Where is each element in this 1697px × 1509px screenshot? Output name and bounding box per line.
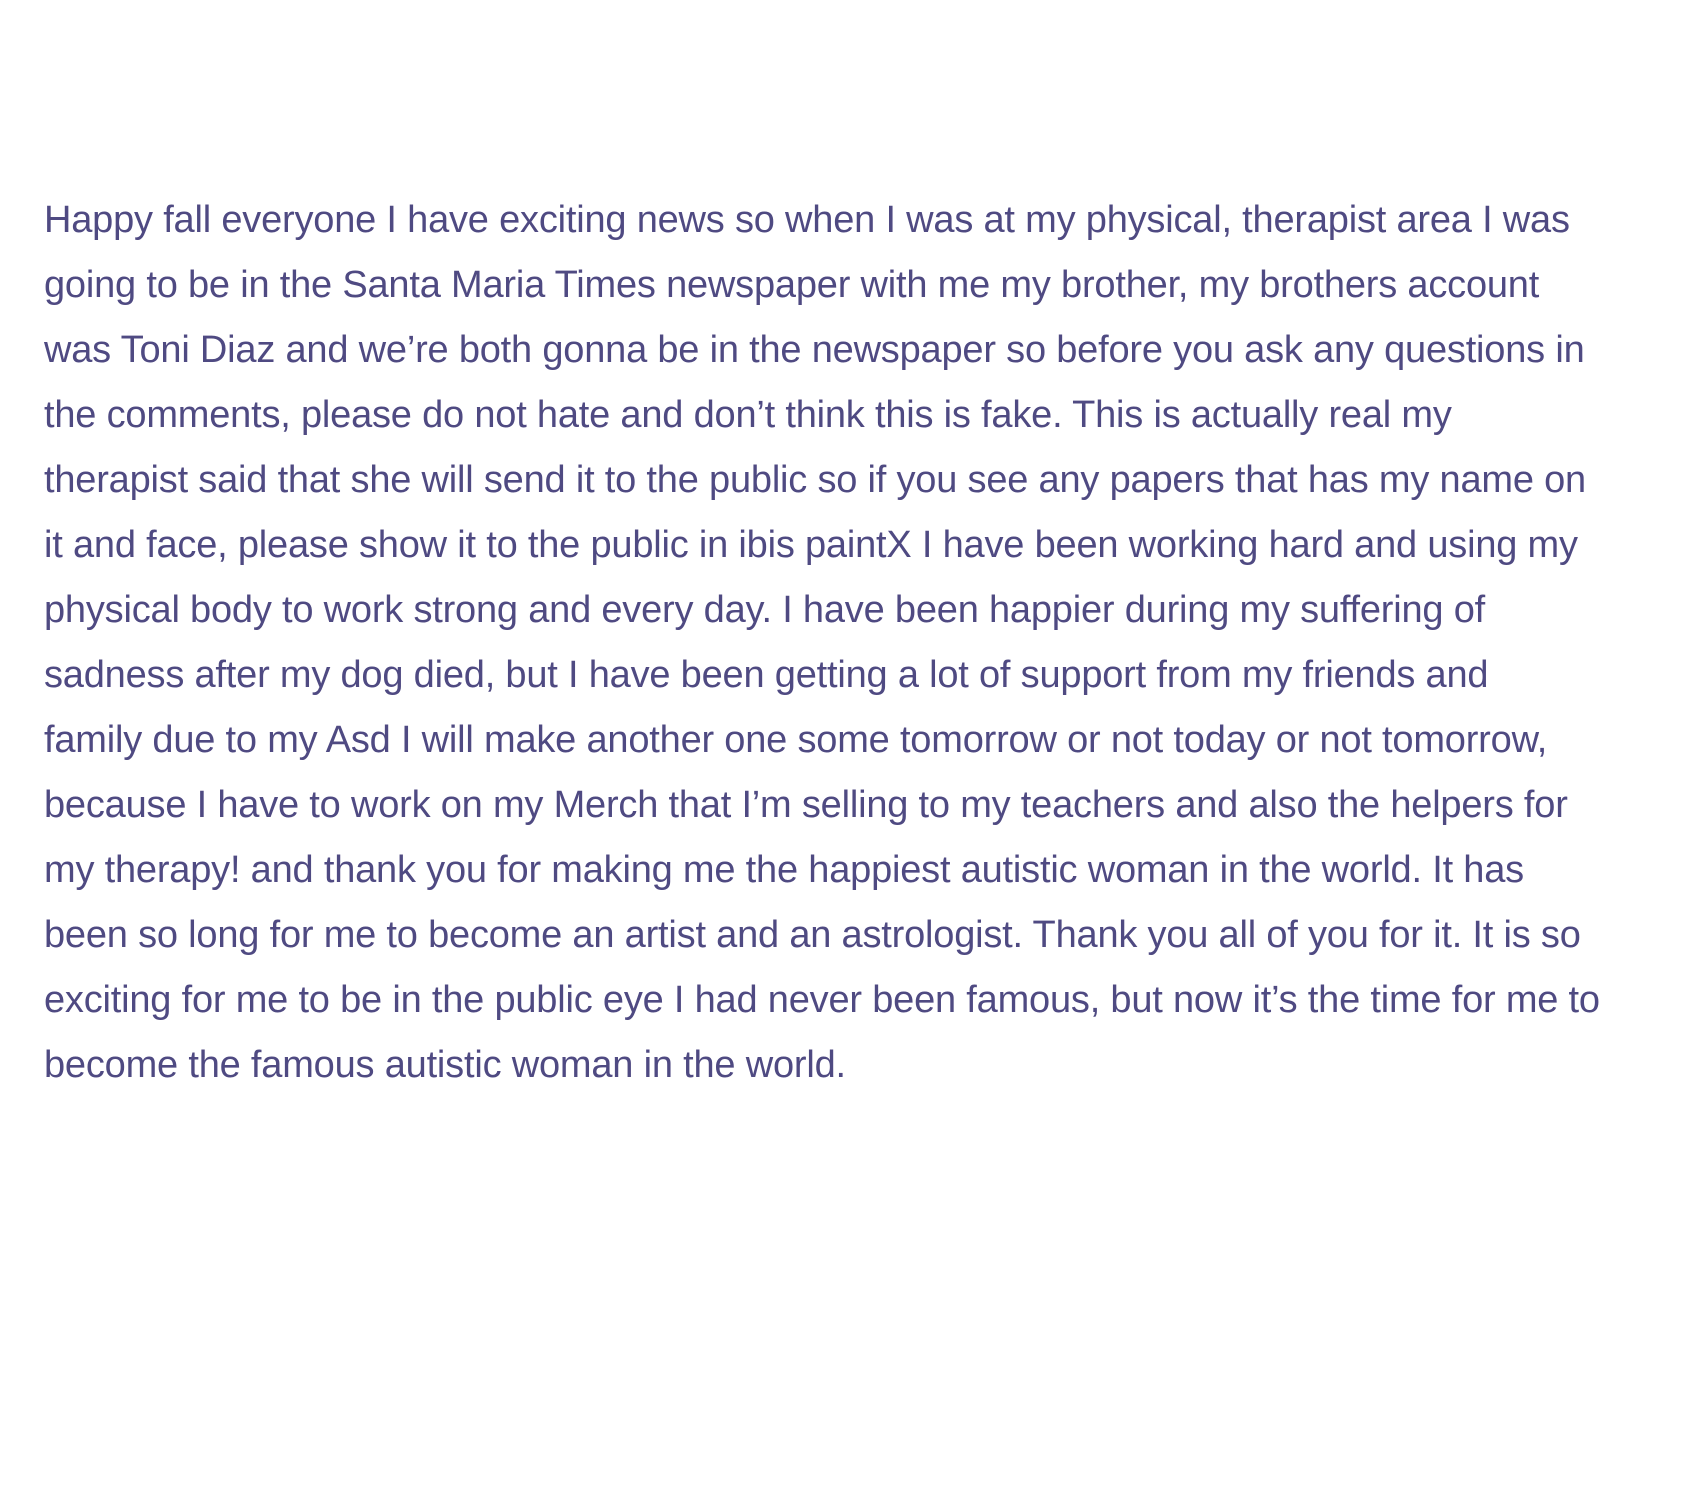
post-text-line: going to be in the Santa Maria Times newspaper with me my brother, my brothers account [44,264,1540,306]
post-text-line: physical body to work strong and every day. I have been happier during my suffering of [44,589,1486,631]
post-text-line: family due to my Asd I will make another one some tomorrow or not today or not tomorrow, [44,719,1548,761]
post-text-line: it and face, please show it to the public in ibis paintX I have been working hard and using my [44,524,1578,566]
post-text-line: Happy fall everyone I have exciting news so when I was at my physical, therapist area I was [44,199,1570,241]
post-text-line: my therapy! and thank you for making me the happiest autistic woman in the world. It has [44,849,1524,891]
post-text [44,188,1684,1098]
post-text-line: therapist said that she will send it to the public so if you see any papers that has my name on [44,459,1586,501]
post-text-line: sadness after my dog died, but I have been getting a lot of support from my friends and [44,654,1489,696]
post-text-line: was Toni Diaz and we’re both gonna be in the newspaper so before you ask any questions in [44,329,1585,371]
post-text-line: become the famous autistic woman in the world. [44,1044,846,1086]
post-text-line: the comments, please do not hate and don’t think this is fake. This is actually real my [44,394,1452,436]
post-text-line: exciting for me to be in the public eye I had never been famous, but now it’s the time for me to [44,979,1600,1021]
post-body [44,188,1684,1098]
post-text-line: because I have to work on my Merch that I’m selling to my teachers and also the helpers for [44,784,1568,826]
post-text-line: been so long for me to become an artist and an astrologist. Thank you all of you for it. It is so [44,914,1581,956]
